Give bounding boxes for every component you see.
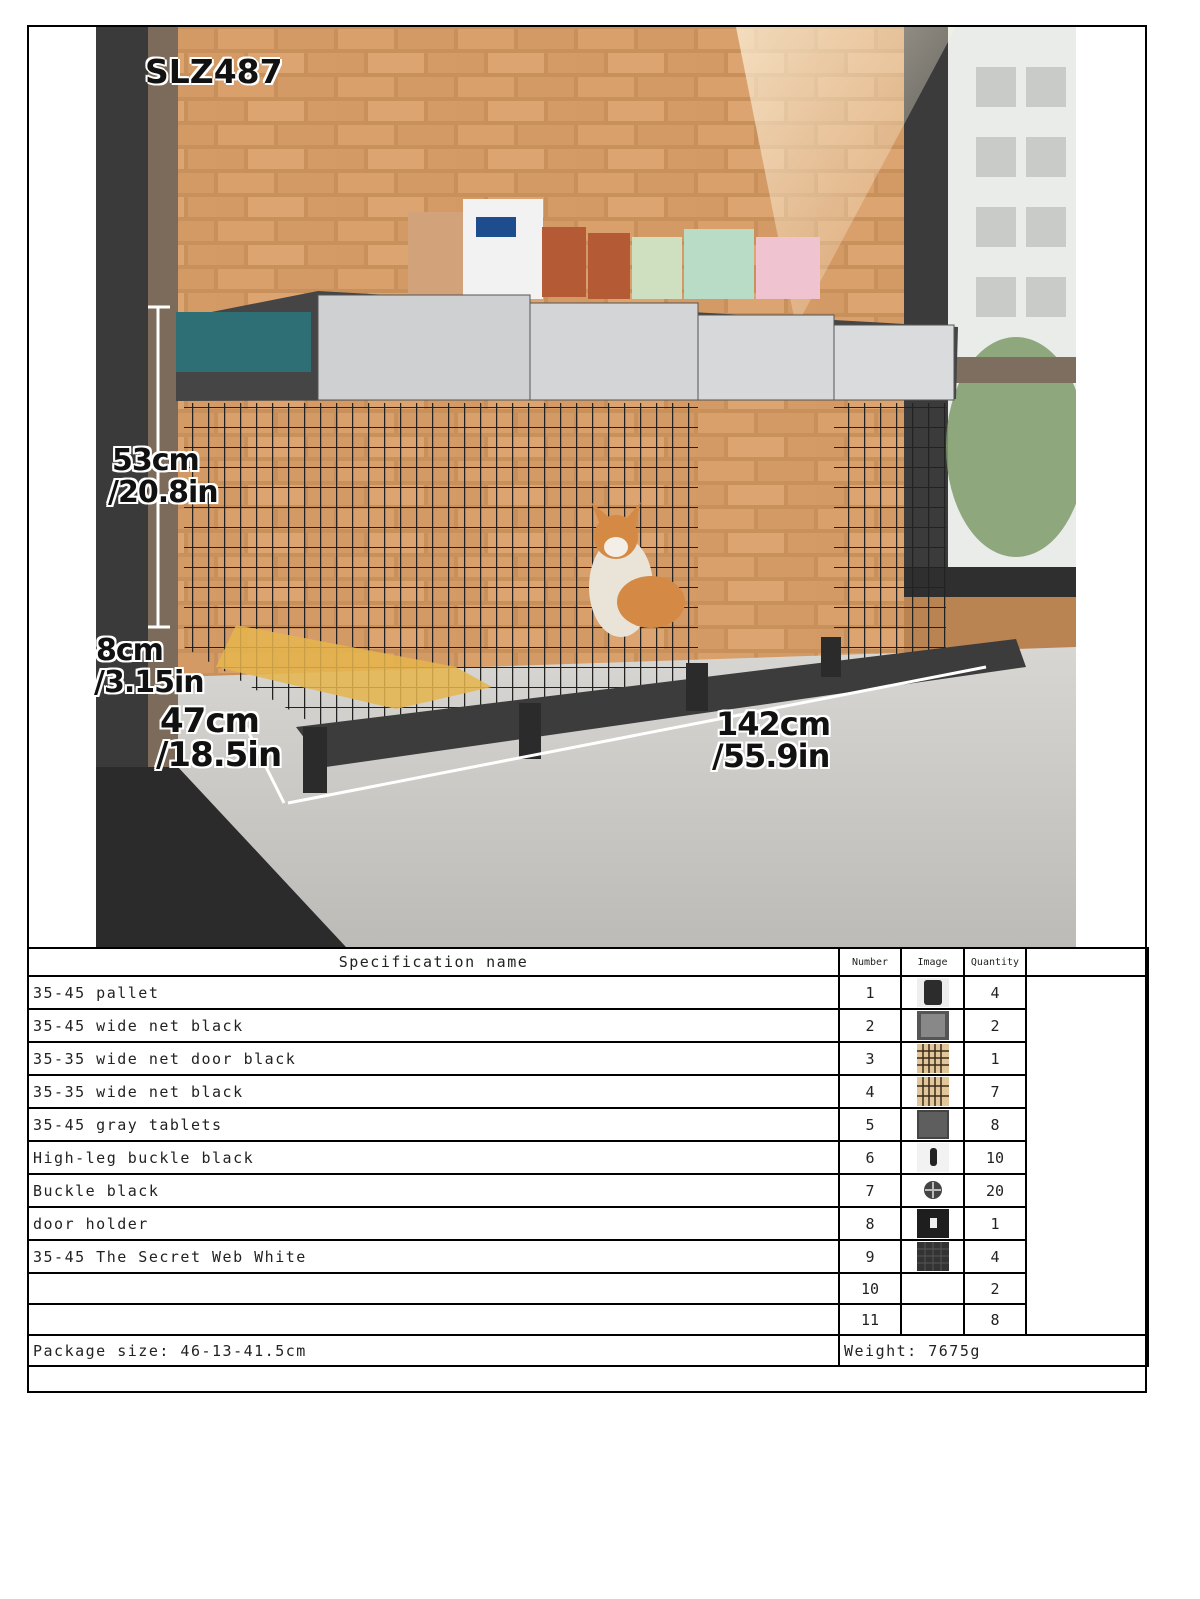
row-empty-cell: [1026, 1240, 1148, 1273]
row-quantity: 8: [964, 1304, 1026, 1335]
row-image: [901, 1304, 964, 1335]
height-dimension-cm: 53cm: [112, 443, 199, 478]
table-row: [28, 976, 1148, 1009]
weight: Weight: 7675g: [839, 1335, 1148, 1366]
row-quantity: 1: [964, 1207, 1026, 1240]
buckle-thumbnail-icon: [915, 1175, 951, 1206]
table-row: [28, 1304, 1148, 1335]
height-dimension-in: /20.8in: [108, 475, 218, 510]
header-image: Image: [901, 948, 964, 976]
net-panel-thumbnail-icon: [915, 1076, 951, 1107]
row-quantity: 2: [964, 1009, 1026, 1042]
package-size: Package size: 46-13-41.5cm: [28, 1335, 839, 1366]
row-empty-cell: [1026, 1141, 1148, 1174]
row-number: 10: [839, 1273, 901, 1304]
row-quantity: 1: [964, 1042, 1026, 1075]
row-name: 35-45 pallet: [28, 976, 839, 1009]
row-quantity: 7: [964, 1075, 1026, 1108]
row-image: [901, 1174, 964, 1207]
header-quantity: Quantity: [964, 948, 1026, 976]
row-quantity: 2: [964, 1273, 1026, 1304]
row-number: 5: [839, 1108, 901, 1141]
row-quantity: 8: [964, 1108, 1026, 1141]
row-number: 3: [839, 1042, 901, 1075]
leg-dimension-cm: 8cm: [96, 633, 163, 668]
row-empty-cell: [1026, 1174, 1148, 1207]
header-number: Number: [839, 948, 901, 976]
row-empty-cell: [1026, 1075, 1148, 1108]
secret-web-thumbnail-icon: [915, 1241, 951, 1272]
row-quantity: 4: [964, 1240, 1026, 1273]
table-row: [28, 1240, 1148, 1273]
row-name: [28, 1304, 839, 1335]
row-number: 9: [839, 1240, 901, 1273]
row-empty-cell: [1026, 1009, 1148, 1042]
depth-dimension-cm: 47cm: [160, 701, 259, 741]
header-specification-name: Specification name: [28, 948, 839, 976]
product-photo: [96, 27, 1076, 947]
row-empty-cell: [1026, 1042, 1148, 1075]
row-image: [901, 976, 964, 1009]
row-quantity: 20: [964, 1174, 1026, 1207]
row-name: 35-35 wide net door black: [28, 1042, 839, 1075]
row-name: 35-45 gray tablets: [28, 1108, 839, 1141]
table-row: [28, 1042, 1148, 1075]
row-empty-cell: [1026, 1108, 1148, 1141]
row-name: 35-45 The Secret Web White: [28, 1240, 839, 1273]
row-image: [901, 1009, 964, 1042]
high-leg-buckle-thumbnail-icon: [915, 1142, 951, 1173]
width-dimension-in: /55.9in: [712, 737, 830, 775]
model-number: SLZ487: [145, 52, 283, 91]
row-image: [901, 1273, 964, 1304]
row-name: 35-35 wide net black: [28, 1075, 839, 1108]
gray-tablet-thumbnail-icon: [915, 1109, 951, 1140]
table-footer-row: [28, 1335, 1148, 1366]
row-empty-cell: [1026, 976, 1148, 1009]
table-row: [28, 1207, 1148, 1240]
row-number: 4: [839, 1075, 901, 1108]
header-empty-cell: [1026, 948, 1148, 976]
row-number: 6: [839, 1141, 901, 1174]
table-row: [28, 1009, 1148, 1042]
row-number: 11: [839, 1304, 901, 1335]
row-name: 35-45 wide net black: [28, 1009, 839, 1042]
row-name: Buckle black: [28, 1174, 839, 1207]
specification-table: [27, 947, 1149, 1367]
depth-dimension-in: /18.5in: [156, 735, 282, 775]
row-number: 2: [839, 1009, 901, 1042]
row-image: [901, 1075, 964, 1108]
row-image: [901, 1141, 964, 1174]
pallet-thumbnail-icon: [915, 977, 951, 1008]
leg-dimension-in: /3.15in: [94, 665, 204, 700]
wide-net-thumbnail-icon: [915, 1010, 951, 1041]
row-image: [901, 1042, 964, 1075]
row-empty-cell: [1026, 1304, 1148, 1335]
dog-cage-illustration: [96, 27, 1076, 947]
row-number: 1: [839, 976, 901, 1009]
row-number: 7: [839, 1174, 901, 1207]
table-row: [28, 1174, 1148, 1207]
row-empty-cell: [1026, 1207, 1148, 1240]
row-empty-cell: [1026, 1273, 1148, 1304]
table-row: [28, 1075, 1148, 1108]
row-image: [901, 1240, 964, 1273]
width-dimension-cm: 142cm: [716, 705, 831, 743]
table-row: [28, 1273, 1148, 1304]
net-door-thumbnail-icon: [915, 1043, 951, 1074]
row-name: High-leg buckle black: [28, 1141, 839, 1174]
row-number: 8: [839, 1207, 901, 1240]
row-quantity: 4: [964, 976, 1026, 1009]
table-header-row: [28, 948, 1148, 976]
table-row: [28, 1108, 1148, 1141]
row-image: [901, 1207, 964, 1240]
table-row: [28, 1141, 1148, 1174]
door-holder-thumbnail-icon: [915, 1208, 951, 1239]
row-name: door holder: [28, 1207, 839, 1240]
row-name: [28, 1273, 839, 1304]
row-quantity: 10: [964, 1141, 1026, 1174]
row-image: [901, 1108, 964, 1141]
